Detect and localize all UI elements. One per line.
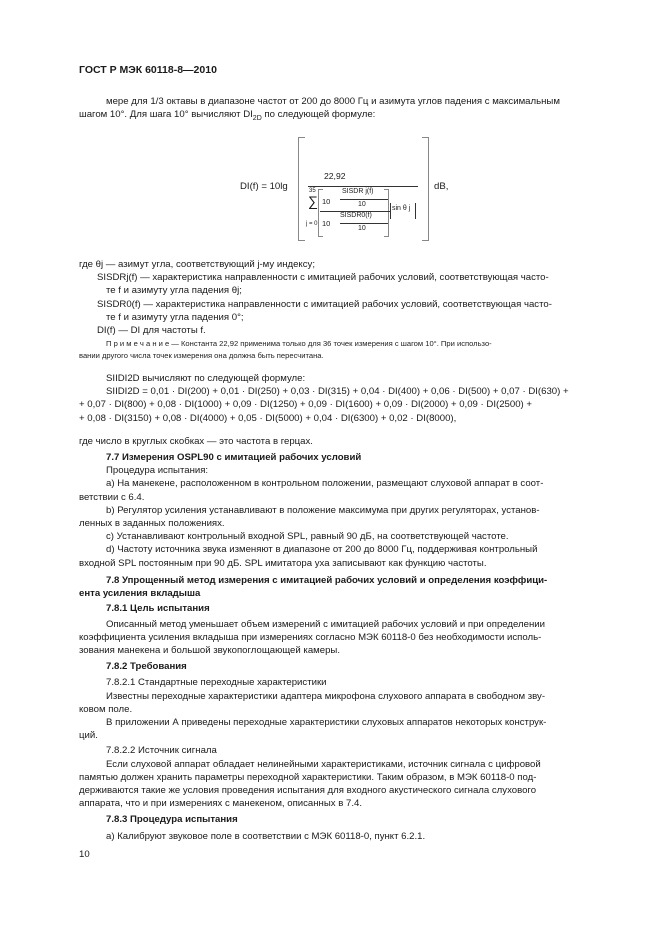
where-line-4: SISDR0(f) — характеристика направленности с имитацией рабочих условий, соответствующая часто- — [97, 298, 552, 310]
p781-line-3: зования манекена и большой звукопоглощающей камеры. — [79, 645, 340, 657]
freq-note — [79, 435, 600, 448]
formula-ten-upper: 10 — [322, 197, 331, 206]
s77-line-8: входной SPL постоянным при 90 дБ. SPL имитатора уха записывают как функцию частоты. — [79, 557, 487, 569]
p781-line-2: коэффициента усиления вкладыша при измерениях согласно МЭК 60118-0 без необходимости исполь- — [79, 631, 542, 643]
di-formula — [240, 137, 480, 247]
section-7-8-3-title: 7.8.3 Процедура испытания — [106, 814, 238, 826]
formula-left-bracket — [298, 137, 305, 241]
formula-sisdr-j-denom: 10 — [358, 201, 366, 208]
where-line-2: SISDRj(f) — характеристика направленности с имитацией рабочих условий, соответствующая часто- — [97, 272, 549, 284]
intro-line-1: мере для 1/3 октавы в диапазоне частот от 200 до 8000 Гц и азимута углов падения с максимальным — [106, 96, 560, 107]
siidi-line-3: + 0,07 · DI(800) + 0,08 · DI(1000) + 0,09 · DI(1250) + 0,09 · DI(1600) + 0,09 · DI(2000) + 0,09 · DI(2500) + — [79, 399, 533, 411]
siidi-line-2: SIIDI2D = 0,01 · DI(200) + 0,01 · DI(250) + 0,03 · DI(315) + 0,04 · DI(400) + 0,06 · DI(500) + 0,07 · DI(630) + — [106, 386, 569, 398]
section-7-8-2-1-title: 7.8.2.1 Стандартные переходные характеристики — [106, 677, 327, 689]
section-7-8 — [79, 574, 600, 843]
p7822-line-4: аппарата, что и при измерениях с манекеном, описанных в 7.4. — [79, 798, 362, 810]
formula-fraction-bar — [308, 186, 418, 187]
where-block — [79, 258, 600, 337]
siidi-block — [79, 372, 600, 425]
formula-sisdr-0-denom: 10 — [358, 225, 366, 232]
s77-line-6: c) Устанавливают контрольный входной SPL, равный 90 дБ, на соответствующей частоте. — [106, 531, 509, 543]
section-7-7 — [79, 451, 600, 570]
p7822-line-1: Если слуховой аппарат обладает нелинейными характеристиками, источник сигнала с цифровой — [106, 758, 541, 770]
s77-line-7: d) Частоту источника звука изменяют в диапазоне от 200 до 8000 Гц, поддерживая контрольный — [106, 544, 538, 556]
where-line-3: те f и азимуту угла падения θj; — [106, 285, 242, 297]
formula-sum-top: 35 — [309, 188, 316, 194]
p783-line: a) Калибруют звуковое поле в соответствии с МЭК 60118-0, пункт 6.2.1. — [106, 830, 426, 842]
s77-line-1: Процедура испытания: — [106, 465, 209, 477]
formula-sisdr-j: SISDR j(f) — [342, 188, 374, 195]
formula-sin: sin θ j — [392, 205, 411, 212]
p7821-line-1: Известны переходные характеристики адаптера микрофона слухового аппарата в свободном зву- — [106, 690, 546, 702]
formula-sum-bottom: j = 0 — [306, 221, 318, 227]
note-block — [79, 338, 600, 362]
intro-line-2: шагом 10°. Для шага 10° вычисляют $DI_{2D}$ по следующей формуле: — [79, 109, 376, 123]
s77-line-3: ветствии с 6.4. — [79, 491, 145, 503]
s77-line-5: ленных в заданных положениях. — [79, 518, 225, 530]
p781-line-1: Описанный метод уменьшает объем измерений с имитацией рабочих условий и при определении — [106, 618, 545, 630]
formula-sum-sign: ∑ — [308, 193, 318, 209]
formula-sisdr-0: SISDR0(f) — [340, 212, 372, 219]
s77-line-2: a) На манекене, расположенном в контрольном положении, размещают слуховой аппарат в соот- — [106, 478, 544, 490]
p7821-line-2: ковом поле. — [79, 703, 133, 715]
section-7-8-title-1: 7.8 Упрощенный метод измерения с имитацией рабочих условий и определения коэффици- — [106, 575, 548, 586]
formula-numerator: 22,92 — [324, 171, 346, 181]
section-7-8-1-title: 7.8.1 Цель испытания — [106, 603, 210, 615]
siidi-line-4: + 0,08 · DI(3150) + 0,08 · DI(4000) + 0,05 · DI(5000) + 0,04 · DI(6300) + 0,02 · DI(8000), — [79, 412, 457, 424]
where-line-5: те f и азимуту угла падения 0°; — [106, 311, 244, 323]
formula-ten-lower: 10 — [322, 219, 331, 228]
formula-lhs: DI(f) = 10lg — [240, 181, 288, 192]
intro-paragraph — [79, 95, 600, 125]
p7821-line-3: В приложении А приведены переходные характеристики слуховых аппаратов некоторых конструк- — [106, 717, 547, 729]
document-header: ГОСТ Р МЭК 60118-8—2010 — [79, 64, 217, 76]
section-7-8-2-2-title: 7.8.2.2 Источник сигнала — [106, 745, 217, 757]
siidi-line-1: SIIDI2D вычисляют по следующей формуле: — [106, 373, 306, 384]
formula-right-bracket — [422, 137, 429, 241]
s77-line-4: b) Регулятор усиления устанавливают в положение максимума при других регуляторах, установ- — [106, 504, 540, 516]
note-line-1: П р и м е ч а н и е — Константа 22,92 применима только для 36 точек измерения с шагом 10°. При использо- — [106, 339, 492, 348]
formula-unit: dB, — [434, 181, 449, 192]
formula-sisdr-j-bar — [340, 199, 388, 200]
p7822-line-3: держиваются такие же условия проведения испытания для входного акустического сигнала слухового — [79, 785, 537, 797]
where-line-6: DI(f) — DI для частоты f. — [97, 325, 206, 337]
section-7-8-title-2: ента усиления вкладыша — [79, 588, 201, 600]
formula-inner-right-bracket — [384, 189, 389, 237]
formula-sisdr-0-bar — [340, 223, 388, 224]
section-7-8-2-title: 7.8.2 Требования — [106, 661, 187, 673]
freq-note-text: где число в круглых скобках — это частота в герцах. — [79, 436, 313, 447]
p7821-line-4: ций. — [79, 730, 98, 742]
page-number: 10 — [79, 849, 90, 860]
section-7-7-title: 7.7 Измерения OSPL90 с имитацией рабочих условий — [106, 452, 362, 463]
where-line-1: где θj — азимут угла, соответствующий j-му индексу; — [79, 259, 315, 270]
note-line-2: вании другого числа точек измерения она должна быть пересчитана. — [79, 351, 324, 360]
p7822-line-2: памятью должен хранить параметры переходной характеристики. Таким образом, в МЭК 60118-0 под- — [79, 771, 537, 783]
